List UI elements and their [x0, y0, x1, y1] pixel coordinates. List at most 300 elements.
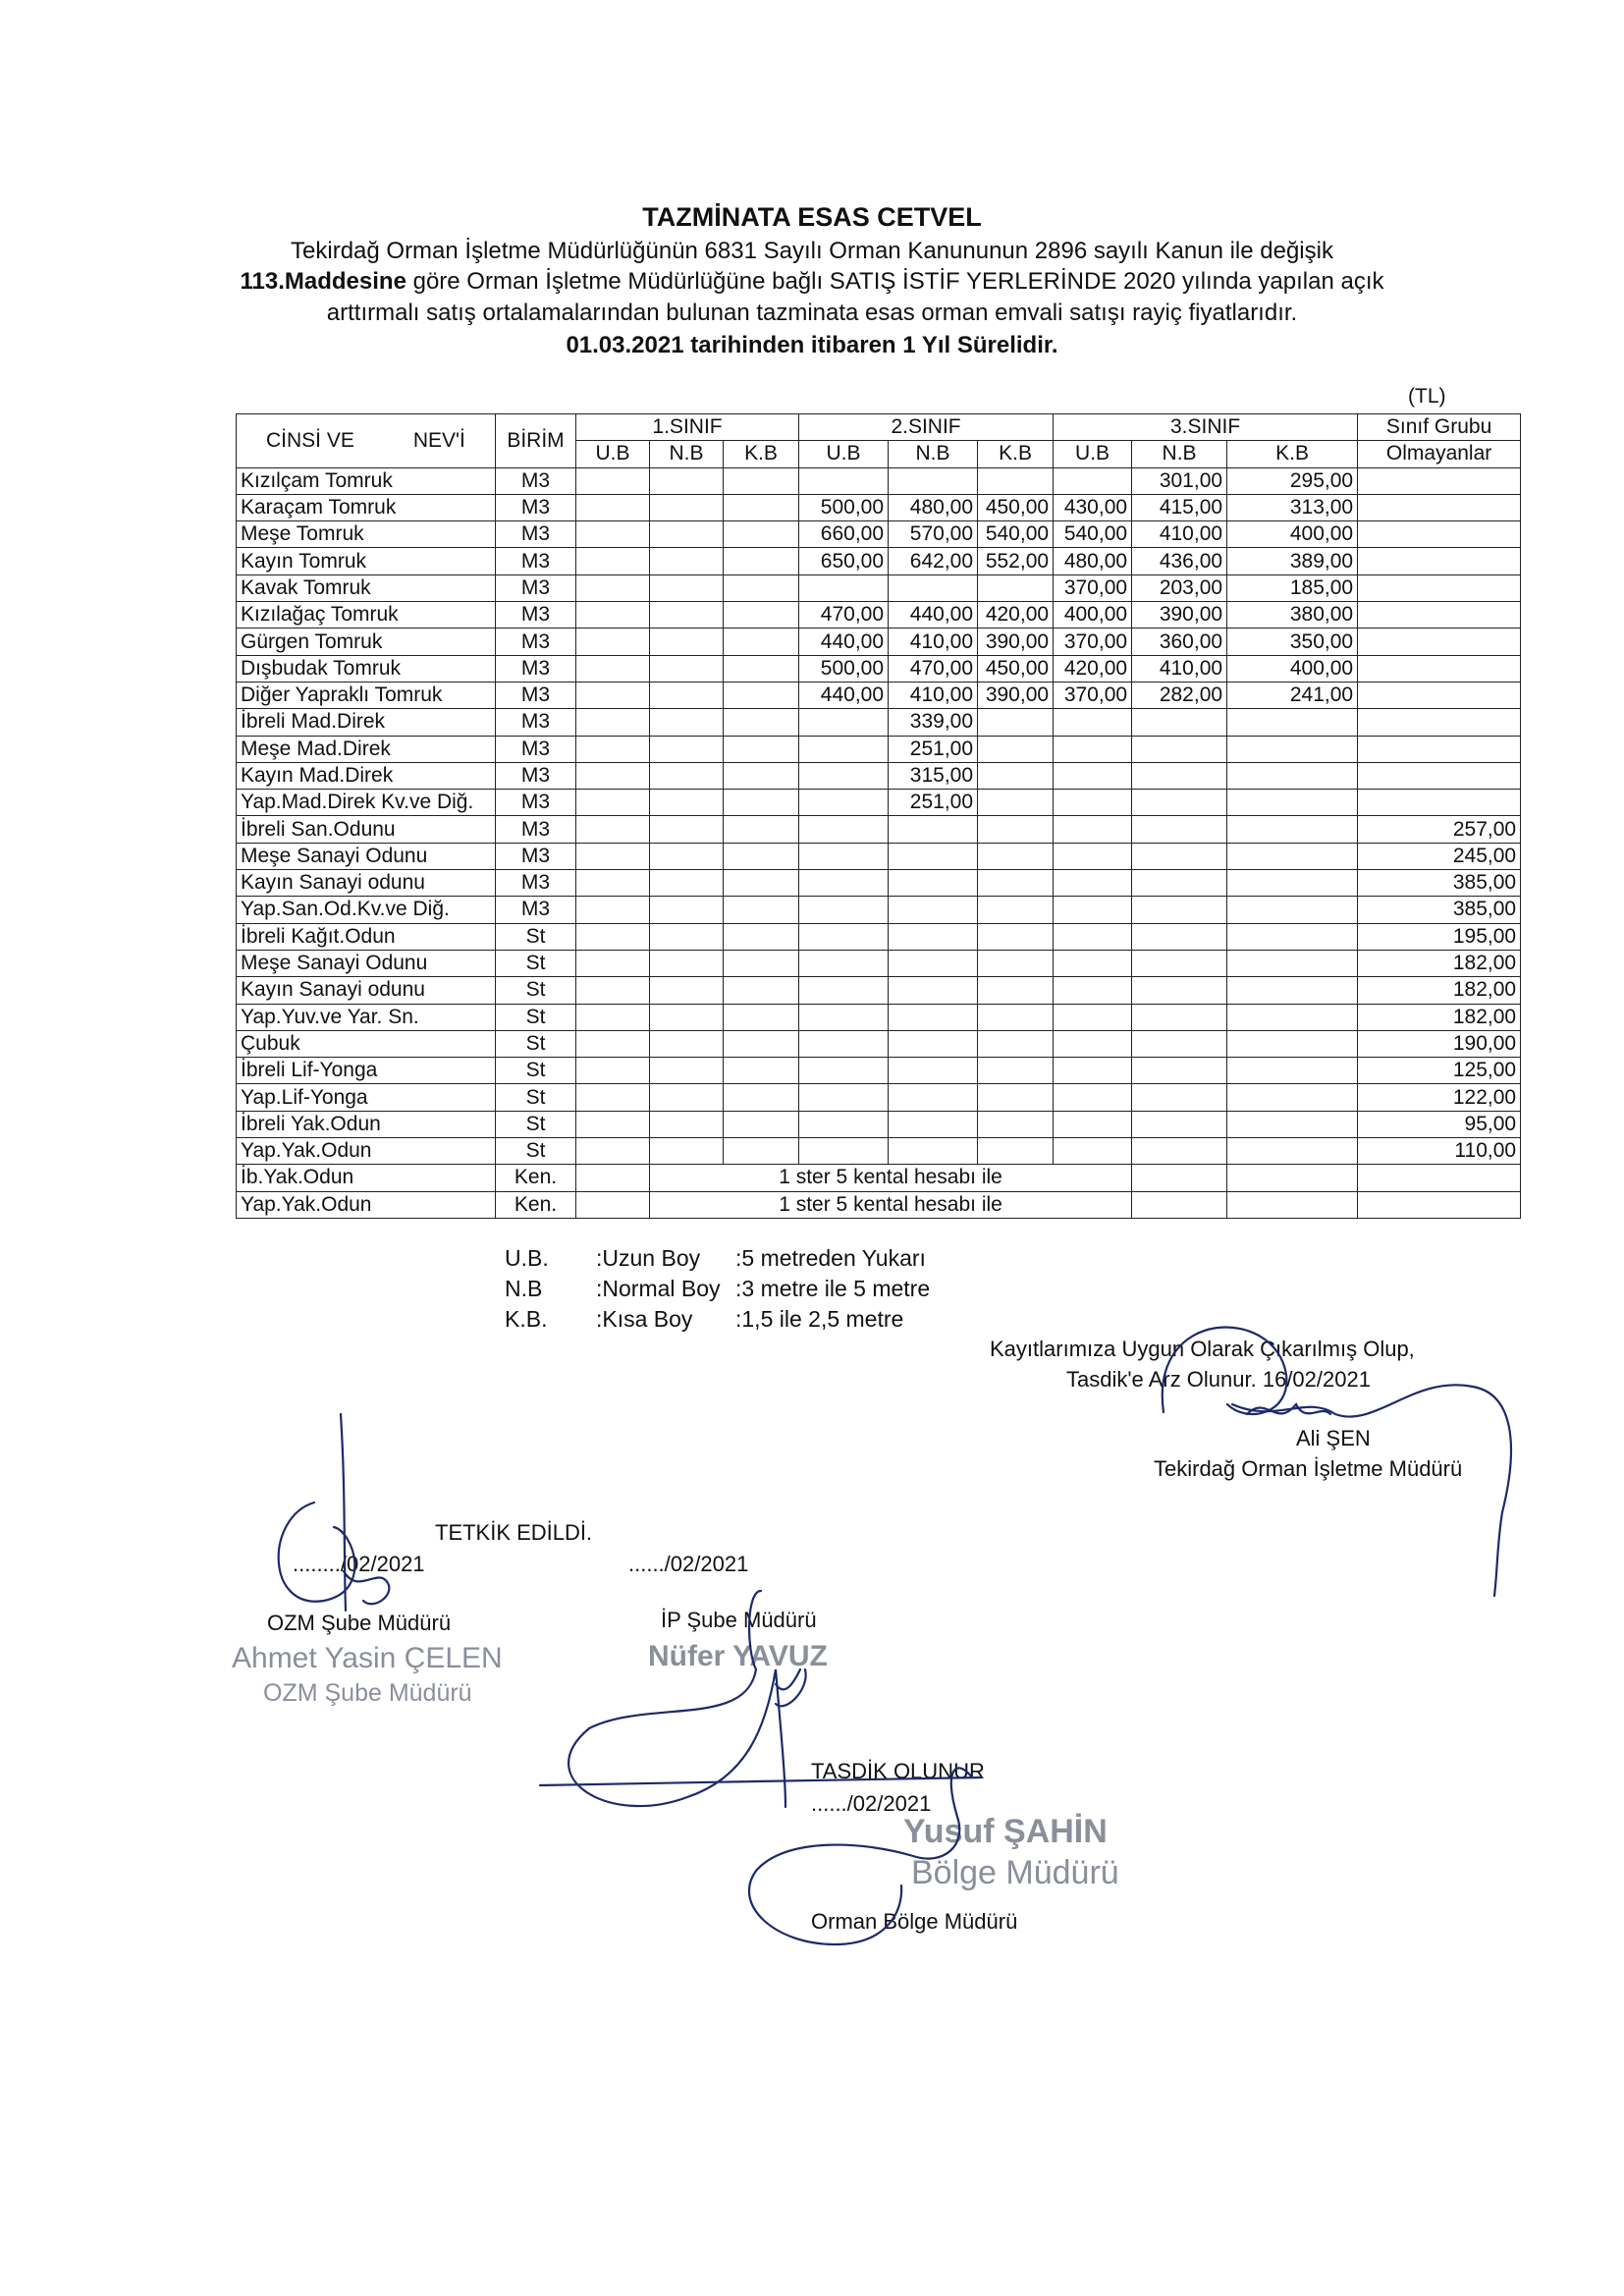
price-cell — [978, 816, 1054, 843]
price-cell — [889, 843, 978, 869]
price-cell — [799, 790, 889, 816]
legend-desc-nb: :3 metre ile 5 metre — [735, 1276, 931, 1301]
legend-desc-ub: :5 metreden Yukarı — [735, 1245, 926, 1271]
price-cell — [889, 897, 978, 923]
unit-cell: M3 — [496, 843, 576, 869]
price-cell — [1132, 923, 1227, 950]
price-cell: 185,00 — [1227, 574, 1358, 601]
price-cell — [1358, 682, 1521, 708]
price-cell — [724, 548, 799, 574]
product-name-cell: İbreli Mad.Direk — [237, 709, 496, 736]
price-cell — [978, 574, 1054, 601]
legend-name-nb: :Normal Boy — [596, 1276, 721, 1301]
price-cell — [650, 629, 724, 655]
price-cell — [724, 790, 799, 816]
price-cell — [1227, 977, 1358, 1004]
table-row — [237, 843, 1521, 869]
price-cell — [650, 467, 724, 494]
price-cell — [724, 574, 799, 601]
price-cell: 500,00 — [799, 655, 889, 682]
price-cell — [650, 816, 724, 843]
price-cell: 390,00 — [978, 682, 1054, 708]
price-cell — [889, 816, 978, 843]
legend-name-kb: :Kısa Boy — [596, 1306, 693, 1332]
price-cell: 480,00 — [889, 494, 978, 520]
sub-nb: N.B — [889, 441, 978, 467]
price-cell: 370,00 — [1054, 629, 1132, 655]
price-cell — [576, 494, 650, 520]
price-cell — [724, 816, 799, 843]
price-cell — [978, 1138, 1054, 1165]
header-other-1: Sınıf Grubu — [1358, 414, 1521, 441]
price-cell — [978, 1058, 1054, 1084]
price-cell: 385,00 — [1358, 897, 1521, 923]
table-row — [237, 950, 1521, 976]
product-name-cell: İbreli San.Odunu — [237, 816, 496, 843]
header-birim: BİRİM — [496, 414, 576, 468]
price-cell — [1227, 1004, 1358, 1030]
empty-cell — [576, 1165, 650, 1191]
price-cell — [1358, 467, 1521, 494]
price-cell: 389,00 — [1227, 548, 1358, 574]
price-cell — [978, 897, 1054, 923]
unit-cell: M3 — [496, 736, 576, 762]
product-name-cell: Meşe Sanayi Odunu — [237, 950, 496, 976]
price-cell — [1054, 950, 1132, 976]
price-cell — [724, 467, 799, 494]
price-cell — [576, 1084, 650, 1111]
price-cell — [576, 843, 650, 869]
price-cell — [576, 521, 650, 548]
price-cell — [889, 467, 978, 494]
price-cell — [799, 1004, 889, 1030]
product-name-cell: Yap.Lif-Yonga — [237, 1084, 496, 1111]
price-cell — [1132, 1030, 1227, 1057]
price-cell: 450,00 — [978, 655, 1054, 682]
sub-kb: K.B — [978, 441, 1054, 467]
price-cell: 390,00 — [1132, 602, 1227, 629]
empty-cell — [576, 1191, 650, 1218]
price-cell — [724, 950, 799, 976]
price-cell — [650, 950, 724, 976]
price-cell — [889, 923, 978, 950]
unit-cell: St — [496, 1004, 576, 1030]
signature-ozm — [279, 1414, 390, 1611]
price-cell — [1227, 709, 1358, 736]
price-cell — [889, 950, 978, 976]
unit-cell: M3 — [496, 762, 576, 789]
price-cell — [799, 977, 889, 1004]
price-cell — [978, 950, 1054, 976]
unit-cell: Ken. — [496, 1191, 576, 1218]
price-cell: 282,00 — [1132, 682, 1227, 708]
price-cell — [889, 1030, 978, 1057]
price-cell — [1132, 762, 1227, 789]
price-cell — [724, 897, 799, 923]
table-row — [237, 1165, 1521, 1191]
price-cell: 410,00 — [1132, 521, 1227, 548]
product-name-cell: Yap.Yak.Odun — [237, 1138, 496, 1165]
price-cell — [576, 467, 650, 494]
tetkik-label: TETKİK EDİLDİ. — [435, 1520, 593, 1545]
document-title: TAZMİNATA ESAS CETVEL — [642, 202, 982, 232]
price-cell: 182,00 — [1358, 977, 1521, 1004]
price-cell — [724, 1084, 799, 1111]
price-cell: 339,00 — [889, 709, 978, 736]
legend-abbr-nb: N.B — [505, 1276, 543, 1301]
price-cell: 470,00 — [889, 655, 978, 682]
price-cell — [1132, 1084, 1227, 1111]
price-cell — [576, 602, 650, 629]
product-name-cell: Kayın Sanayi odunu — [237, 977, 496, 1004]
price-cell — [650, 682, 724, 708]
price-cell — [1227, 1058, 1358, 1084]
table-row — [237, 682, 1521, 708]
price-cell — [724, 494, 799, 520]
price-cell — [1132, 1058, 1227, 1084]
price-cell — [1132, 790, 1227, 816]
price-cell — [1358, 494, 1521, 520]
product-name-cell: Kızılçam Tomruk — [237, 467, 496, 494]
price-cell — [978, 843, 1054, 869]
price-cell — [724, 521, 799, 548]
price-cell — [799, 467, 889, 494]
price-cell — [1227, 816, 1358, 843]
price-cell — [889, 977, 978, 1004]
price-cell — [1054, 843, 1132, 869]
price-cell — [1132, 870, 1227, 897]
ozm-stamp-title: OZM Şube Müdürü — [263, 1679, 472, 1707]
price-cell: 420,00 — [1054, 655, 1132, 682]
price-cell — [1227, 1084, 1358, 1111]
table-row — [237, 467, 1521, 494]
price-cell — [724, 1138, 799, 1165]
header-class-1: 1.SINIF — [576, 414, 799, 441]
price-cell — [724, 682, 799, 708]
price-cell — [1358, 736, 1521, 762]
empty-cell — [1358, 1191, 1521, 1218]
price-cell — [576, 1004, 650, 1030]
price-cell: 313,00 — [1227, 494, 1358, 520]
unit-cell: M3 — [496, 897, 576, 923]
price-cell — [724, 709, 799, 736]
price-cell — [576, 790, 650, 816]
validity-line: 01.03.2021 tarihinden itibaren 1 Yıl Sürelidir. — [566, 332, 1058, 358]
unit-cell: M3 — [496, 790, 576, 816]
unit-cell: St — [496, 950, 576, 976]
price-cell: 436,00 — [1132, 548, 1227, 574]
price-cell: 400,00 — [1054, 602, 1132, 629]
table-row — [237, 1058, 1521, 1084]
price-cell — [650, 494, 724, 520]
price-cell — [576, 1138, 650, 1165]
price-cell: 385,00 — [1358, 870, 1521, 897]
price-cell — [1227, 870, 1358, 897]
price-cell: 301,00 — [1132, 467, 1227, 494]
price-cell — [650, 1030, 724, 1057]
price-cell — [1054, 1138, 1132, 1165]
price-cell — [1227, 790, 1358, 816]
product-name-cell: Çubuk — [237, 1030, 496, 1057]
price-cell — [799, 816, 889, 843]
price-cell — [650, 870, 724, 897]
price-cell — [576, 1111, 650, 1137]
price-cell — [576, 1058, 650, 1084]
price-cell — [799, 843, 889, 869]
ip-stamp-name: Nüfer YAVUZ — [648, 1640, 828, 1672]
price-cell — [576, 574, 650, 601]
price-cell — [889, 1138, 978, 1165]
empty-cell — [1227, 1191, 1358, 1218]
price-cell: 257,00 — [1358, 816, 1521, 843]
price-cell — [1054, 1111, 1132, 1137]
price-cell — [1132, 897, 1227, 923]
price-cell — [724, 977, 799, 1004]
price-cell: 480,00 — [1054, 548, 1132, 574]
price-cell — [576, 977, 650, 1004]
price-cell: 110,00 — [1358, 1138, 1521, 1165]
price-cell — [1132, 1138, 1227, 1165]
unit-cell: St — [496, 1084, 576, 1111]
price-cell — [978, 1004, 1054, 1030]
price-cell — [1054, 762, 1132, 789]
price-cell — [724, 602, 799, 629]
price-cell — [1227, 762, 1358, 789]
unit-cell: M3 — [496, 602, 576, 629]
price-table — [236, 413, 1521, 1219]
header-class-2: 2.SINIF — [799, 414, 1054, 441]
price-cell — [799, 1030, 889, 1057]
unit-cell: St — [496, 1111, 576, 1137]
product-name-cell: İbreli Lif-Yonga — [237, 1058, 496, 1084]
table-row — [237, 1191, 1521, 1218]
table-row — [237, 1138, 1521, 1165]
price-cell — [650, 1084, 724, 1111]
product-name-cell: Meşe Tomruk — [237, 521, 496, 548]
price-cell: 440,00 — [799, 682, 889, 708]
price-cell — [1054, 923, 1132, 950]
price-cell — [650, 843, 724, 869]
table-row — [237, 1111, 1521, 1137]
price-cell — [1358, 655, 1521, 682]
unit-cell: M3 — [496, 655, 576, 682]
currency-label: (TL) — [1408, 385, 1446, 408]
price-cell — [799, 1138, 889, 1165]
price-cell — [1227, 950, 1358, 976]
sub-ub: U.B — [1054, 441, 1132, 467]
price-cell: 430,00 — [1054, 494, 1132, 520]
price-cell — [799, 923, 889, 950]
price-cell — [799, 870, 889, 897]
product-name-cell: Diğer Yapraklı Tomruk — [237, 682, 496, 708]
unit-cell: St — [496, 1058, 576, 1084]
table-row — [237, 1004, 1521, 1030]
unit-cell: St — [496, 1138, 576, 1165]
table-row — [237, 816, 1521, 843]
price-cell — [889, 870, 978, 897]
price-cell: 642,00 — [889, 548, 978, 574]
intro-line-2-rest: göre Orman İşletme Müdürlüğüne bağlı SATIŞ İSTİF YERLERİNDE 2020 yılında yapılan açık — [406, 268, 1384, 295]
unit-cell: M3 — [496, 494, 576, 520]
price-cell — [650, 1004, 724, 1030]
price-cell — [799, 736, 889, 762]
price-cell — [650, 1138, 724, 1165]
price-cell — [889, 1111, 978, 1137]
price-cell — [576, 1030, 650, 1057]
table-row — [237, 897, 1521, 923]
price-cell — [1132, 709, 1227, 736]
price-cell — [724, 655, 799, 682]
price-cell — [724, 629, 799, 655]
product-name-cell: Meşe Sanayi Odunu — [237, 843, 496, 869]
price-cell — [650, 977, 724, 1004]
price-cell: 660,00 — [799, 521, 889, 548]
price-cell: 251,00 — [889, 790, 978, 816]
table-row — [237, 574, 1521, 601]
sub-ub: U.B — [576, 441, 650, 467]
price-cell — [724, 1030, 799, 1057]
price-cell — [650, 1058, 724, 1084]
product-name-cell: Meşe Mad.Direk — [237, 736, 496, 762]
unit-cell: M3 — [496, 629, 576, 655]
price-cell — [576, 950, 650, 976]
product-name-cell: Gürgen Tomruk — [237, 629, 496, 655]
unit-cell: M3 — [496, 574, 576, 601]
table-row — [237, 629, 1521, 655]
table-row — [237, 709, 1521, 736]
price-cell: 350,00 — [1227, 629, 1358, 655]
price-cell — [889, 1004, 978, 1030]
bolge-stamp-title: Bölge Müdürü — [911, 1854, 1119, 1891]
price-cell: 470,00 — [799, 602, 889, 629]
price-cell — [1132, 977, 1227, 1004]
kental-note-cell: 1 ster 5 kental hesabı ile — [650, 1191, 1132, 1218]
empty-cell — [1132, 1165, 1227, 1191]
price-cell — [1132, 950, 1227, 976]
product-name-cell: Kayın Sanayi odunu — [237, 870, 496, 897]
price-cell — [978, 467, 1054, 494]
price-cell — [650, 790, 724, 816]
unit-cell: St — [496, 977, 576, 1004]
price-cell — [799, 709, 889, 736]
price-cell — [724, 1111, 799, 1137]
unit-cell: St — [496, 1030, 576, 1057]
price-cell — [650, 709, 724, 736]
unit-cell: M3 — [496, 521, 576, 548]
price-cell — [978, 923, 1054, 950]
product-name-cell: Kayın Mad.Direk — [237, 762, 496, 789]
price-cell — [1227, 897, 1358, 923]
product-name-cell: İb.Yak.Odun — [237, 1165, 496, 1191]
price-cell: 415,00 — [1132, 494, 1227, 520]
table-row — [237, 736, 1521, 762]
price-cell — [1358, 548, 1521, 574]
table-row — [237, 790, 1521, 816]
price-cell — [576, 629, 650, 655]
price-cell — [1358, 629, 1521, 655]
price-cell — [799, 1084, 889, 1111]
price-cell — [1054, 736, 1132, 762]
records-line-1: Kayıtlarımıza Uygun Olarak Çıkarılmış Olup, — [990, 1337, 1415, 1361]
bolge-title: Orman Bölge Müdürü — [811, 1909, 1018, 1934]
price-cell: 650,00 — [799, 548, 889, 574]
table-row — [237, 977, 1521, 1004]
price-cell — [799, 1111, 889, 1137]
price-cell — [724, 736, 799, 762]
price-cell: 122,00 — [1358, 1084, 1521, 1111]
table-row — [237, 494, 1521, 520]
price-cell: 450,00 — [978, 494, 1054, 520]
price-cell — [650, 602, 724, 629]
price-cell — [650, 521, 724, 548]
price-cell: 251,00 — [889, 736, 978, 762]
price-cell — [978, 736, 1054, 762]
price-cell: 540,00 — [1054, 521, 1132, 548]
price-cell — [650, 762, 724, 789]
product-name-cell: Karaçam Tomruk — [237, 494, 496, 520]
price-cell — [1054, 1004, 1132, 1030]
price-cell — [650, 655, 724, 682]
price-cell — [1358, 602, 1521, 629]
price-cell — [1227, 1111, 1358, 1137]
price-cell — [576, 682, 650, 708]
product-name-cell: Kavak Tomruk — [237, 574, 496, 601]
price-cell: 315,00 — [889, 762, 978, 789]
product-name-cell: Yap.San.Od.Kv.ve Diğ. — [237, 897, 496, 923]
price-cell — [1132, 843, 1227, 869]
table-row — [237, 602, 1521, 629]
intro-line-2 — [0, 268, 1624, 296]
price-cell — [1227, 1138, 1358, 1165]
table-body — [237, 467, 1521, 1218]
price-cell — [799, 574, 889, 601]
price-cell — [724, 1058, 799, 1084]
product-name-cell: Yap.Mad.Direk Kv.ve Diğ. — [237, 790, 496, 816]
unit-cell: M3 — [496, 816, 576, 843]
price-cell: 410,00 — [889, 629, 978, 655]
unit-cell: M3 — [496, 548, 576, 574]
price-cell — [978, 1111, 1054, 1137]
price-cell — [650, 548, 724, 574]
bolge-stamp-name: Yusuf ŞAHİN — [903, 1813, 1108, 1850]
product-name-cell: Kayın Tomruk — [237, 548, 496, 574]
price-cell — [724, 762, 799, 789]
ozm-date: ......../02/2021 — [293, 1552, 425, 1576]
empty-cell — [1227, 1165, 1358, 1191]
price-cell — [1054, 790, 1132, 816]
price-cell — [799, 1058, 889, 1084]
price-cell — [889, 574, 978, 601]
article-ref: 113.Maddesine — [240, 268, 406, 295]
header-cins-nevi — [237, 414, 496, 468]
table-row — [237, 923, 1521, 950]
price-cell: 245,00 — [1358, 843, 1521, 869]
price-cell: 410,00 — [889, 682, 978, 708]
price-cell — [1054, 1058, 1132, 1084]
header-other-2: Olmayanlar — [1358, 441, 1521, 467]
table-row — [237, 870, 1521, 897]
price-cell — [1358, 521, 1521, 548]
unit-cell: M3 — [496, 870, 576, 897]
product-name-cell: Yap.Yuv.ve Yar. Sn. — [237, 1004, 496, 1030]
price-cell — [724, 923, 799, 950]
legend-abbr-kb: K.B. — [505, 1306, 548, 1332]
price-cell: 552,00 — [978, 548, 1054, 574]
price-cell: 440,00 — [889, 602, 978, 629]
price-cell — [1227, 843, 1358, 869]
price-cell — [576, 816, 650, 843]
price-cell — [889, 1084, 978, 1111]
